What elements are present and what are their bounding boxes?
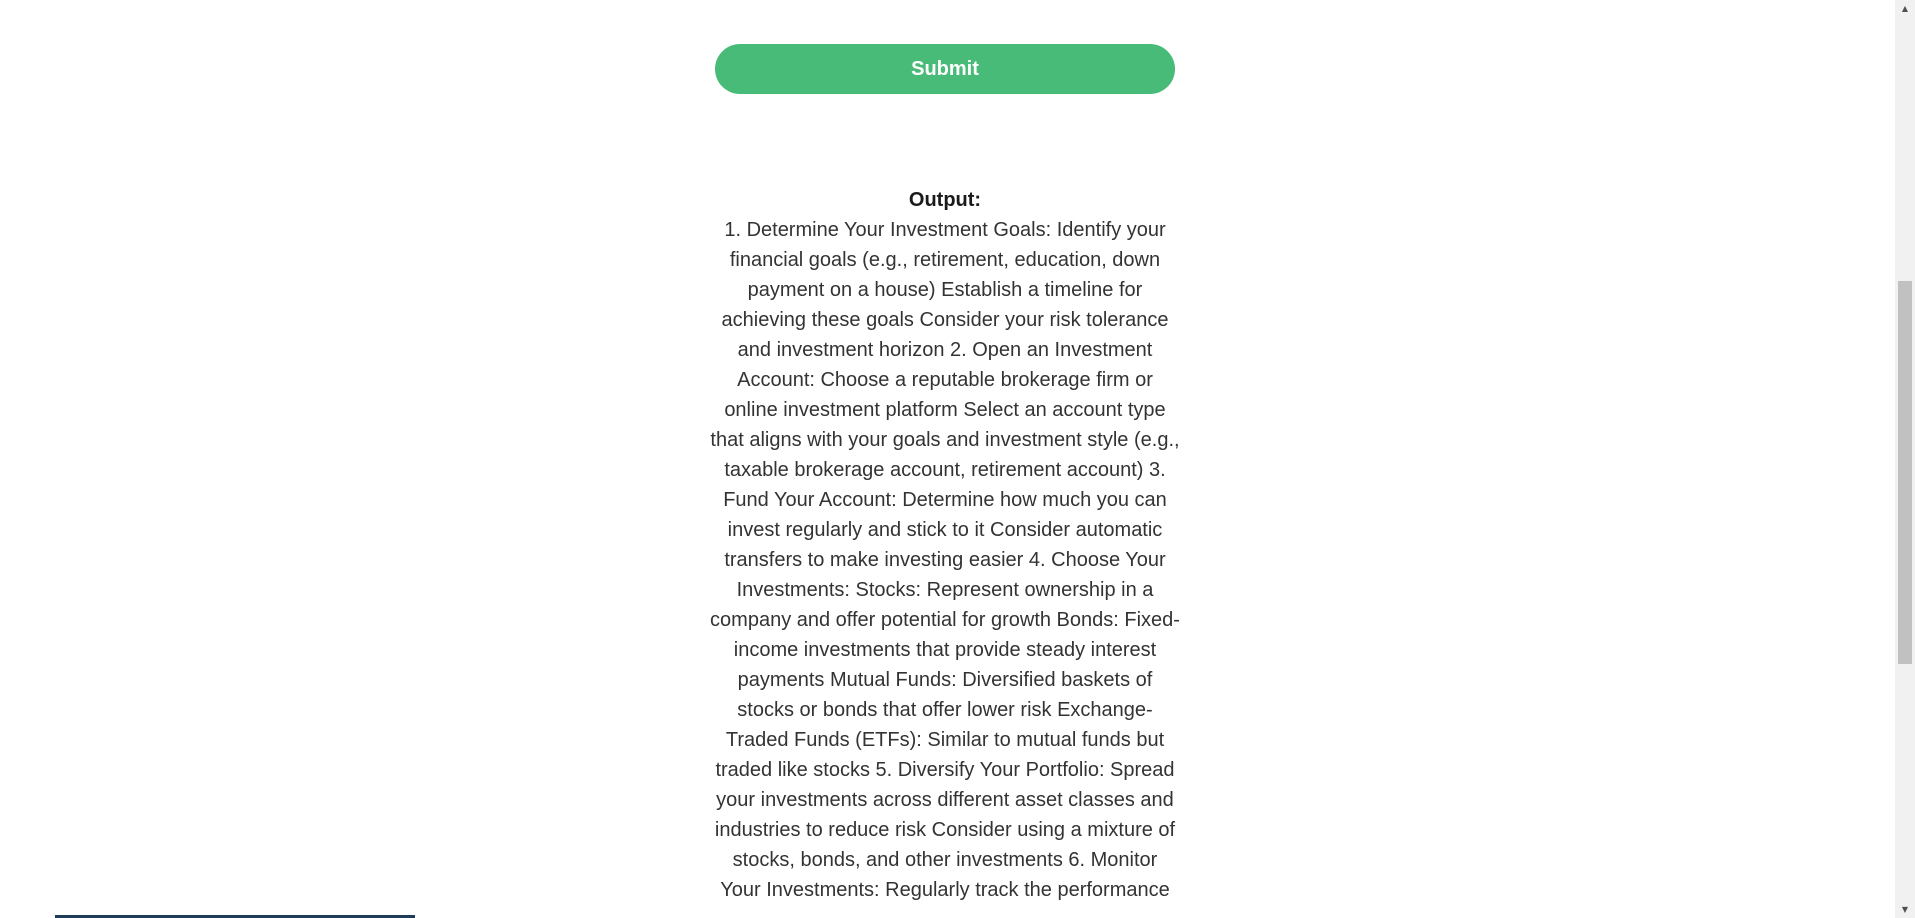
scroll-thumb[interactable] — [1898, 281, 1912, 664]
output-text: 1. Determine Your Investment Goals: Identify your financial goals (e.g., retirement, education, down payment on a house) Establish a timeline for achieving these goals Consider your risk tolerance and investment horizon 2. Open an Investment Account: Choose a reputable brokerage firm or online investment platform Select an account type that aligns with your goals and investment style (e.g., taxable brokerage account, retirement account) 3. Fund Your Account: Determine how much you can invest regularly and stick to it Consider automatic transfers to make investing easier 4. Choose Your Investments: Stocks: Represent ownership in a company and offer potential for growth Bonds: Fixed-income investments that provide steady interest payments Mutual Funds: Diversified baskets of stocks or bonds that offer lower risk Exchange-Traded Funds (ETFs): Similar to mutual funds but traded like stocks 5. Diversify Your Portfolio: Spread your investments across different asset classes and industries to reduce risk Consider using a mixture of stocks, bonds, and other investments 6. Monitor Your Investments: Regularly track the performance — [710, 219, 1180, 901]
submit-button[interactable]: Submit — [715, 44, 1175, 94]
output-section — [710, 185, 1180, 905]
scroll-up-arrow-icon[interactable]: ▲ — [1901, 4, 1909, 13]
output-label: Output: — [908, 189, 982, 211]
scroll-down-arrow-icon[interactable]: ▼ — [1901, 905, 1909, 914]
vertical-scrollbar[interactable] — [1895, 0, 1915, 918]
